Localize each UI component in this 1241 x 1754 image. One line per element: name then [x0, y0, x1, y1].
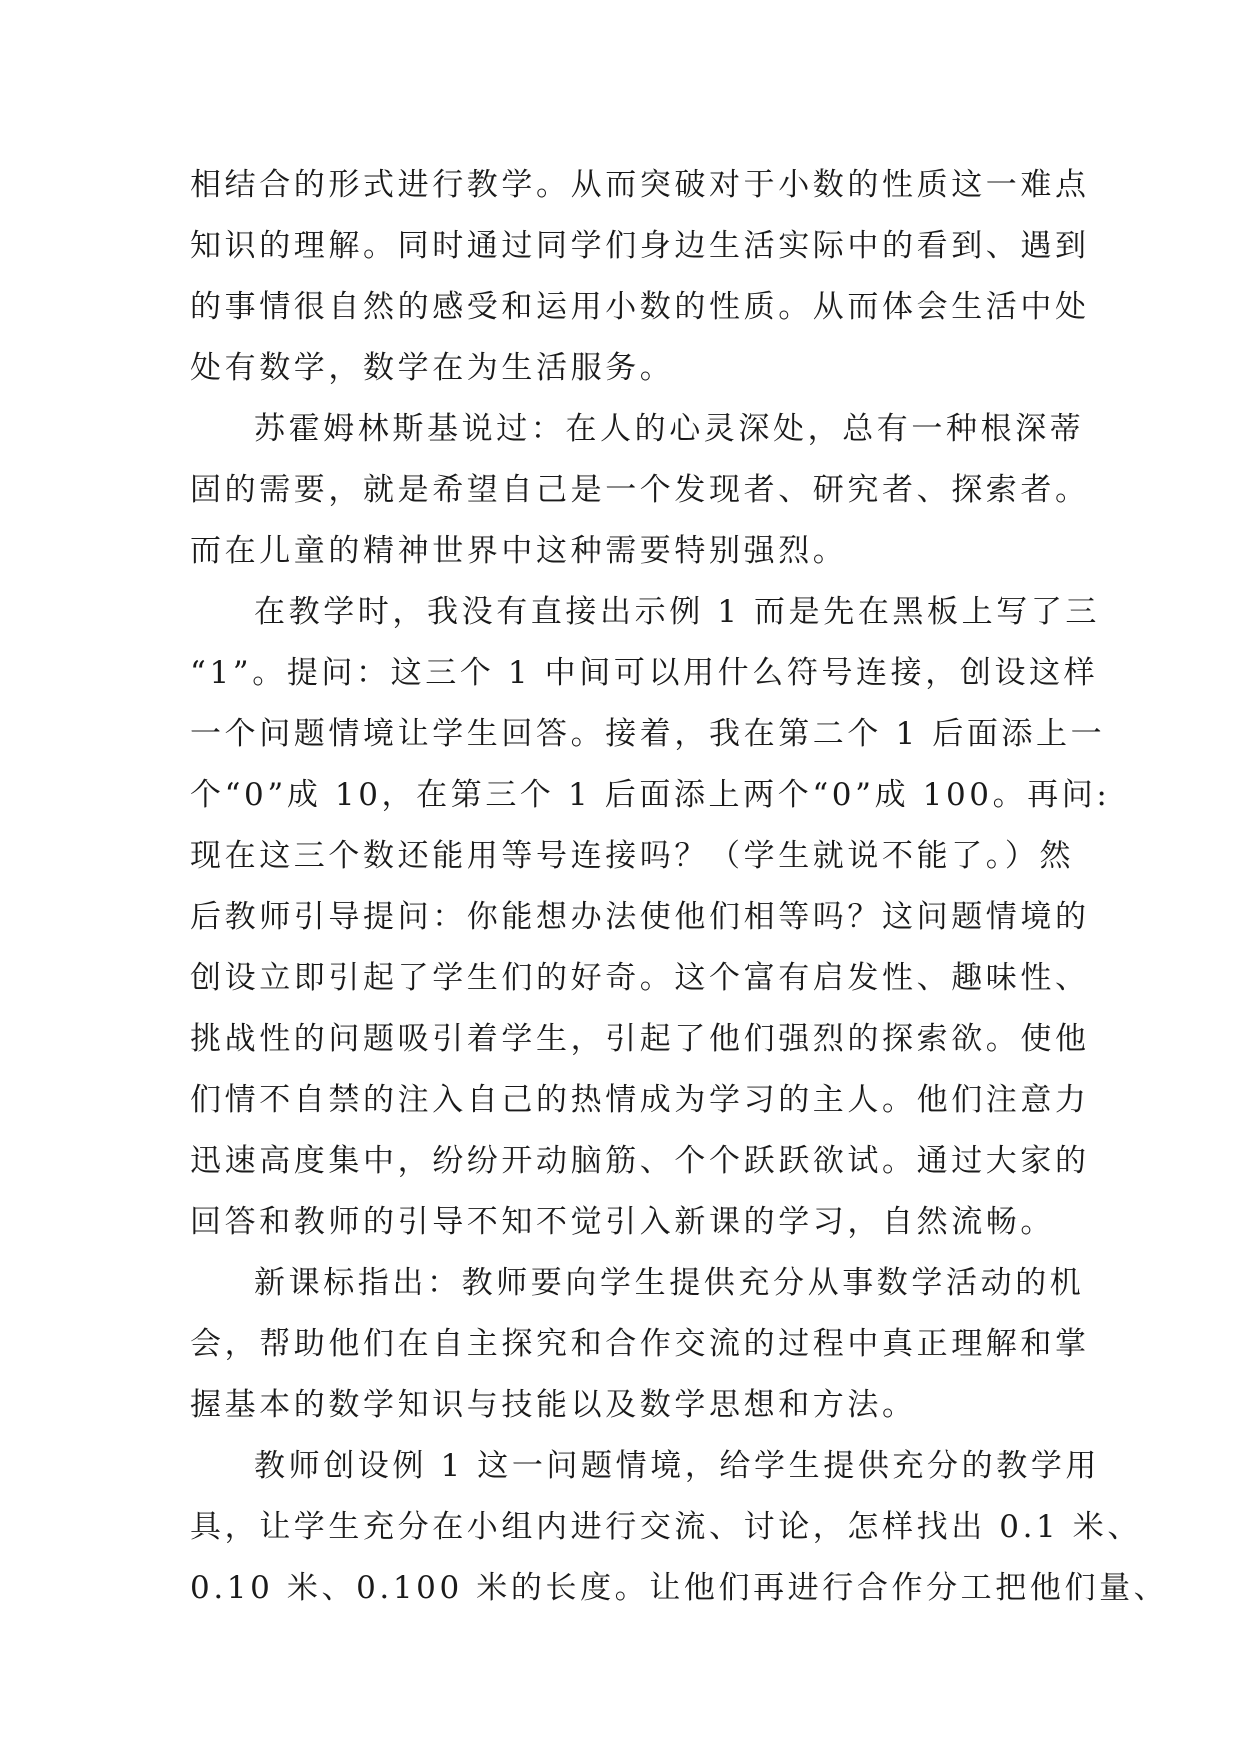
paragraph-first-line: 教师创设例 1 这一问题情境，给学生提供充分的教学用 [254, 1448, 1101, 1484]
text-line: 固的需要，就是希望自己是一个发现者、研究者、探索者。 [190, 472, 1090, 508]
text-line: 处有数学，数学在为生活服务。 [190, 350, 675, 386]
text-line: 迅速高度集中，纷纷开动脑筋、个个跃跃欲试。通过大家的 [190, 1143, 1090, 1179]
text-line: 具，让学生充分在小组内进行交流、讨论，怎样找出 0.1 米、 [190, 1509, 1143, 1545]
text-line: 一个问题情境让学生回答。接着，我在第二个 1 后面添上一 [190, 716, 1106, 752]
text-line: 握基本的数学知识与技能以及数学思想和方法。 [190, 1387, 917, 1423]
text-line: 后教师引导提问：你能想办法使他们相等吗？这问题情境的 [190, 899, 1090, 935]
text-line: 回答和教师的引导不知不觉引入新课的学习，自然流畅。 [190, 1204, 1055, 1240]
text-line: 现在这三个数还能用等号连接吗？（学生就说不能了。）然 [190, 838, 1075, 874]
text-line: 知识的理解。同时通过同学们身边生活实际中的看到、遇到 [190, 228, 1090, 264]
text-line: 创设立即引起了学生们的好奇。这个富有启发性、趣味性、 [190, 960, 1090, 996]
text-line: 会，帮助他们在自主探究和合作交流的过程中真正理解和掌 [190, 1326, 1090, 1362]
text-line: 0.10 米、0.100 米的长度。让他们再进行合作分工把他们量、 [190, 1570, 1169, 1606]
paragraph-first-line: 在教学时，我没有直接出示例 1 而是先在黑板上写了三 [254, 594, 1101, 630]
text-line: 们情不自禁的注入自己的热情成为学习的主人。他们注意力 [190, 1082, 1090, 1118]
paragraph-first-line: 苏霍姆林斯基说过：在人的心灵深处，总有一种根深蒂 [254, 411, 1085, 447]
text-line: 而在儿童的精神世界中这种需要特别强烈。 [190, 533, 848, 569]
text-line: 挑战性的问题吸引着学生，引起了他们强烈的探索欲。使他 [190, 1021, 1090, 1057]
text-line: “1”。提问：这三个 1 中间可以用什么符号连接，创设这样 [190, 655, 1099, 691]
text-line: 个“0”成 10，在第三个 1 后面添上两个“0”成 100。再问: [190, 777, 1111, 813]
text-line: 的事情很自然的感受和运用小数的性质。从而体会生活中处 [190, 289, 1090, 325]
paragraph-first-line: 新课标指出：教师要向学生提供充分从事数学活动的机 [254, 1265, 1085, 1301]
text-line: 相结合的形式进行教学。从而突破对于小数的性质这一难点 [190, 167, 1090, 203]
